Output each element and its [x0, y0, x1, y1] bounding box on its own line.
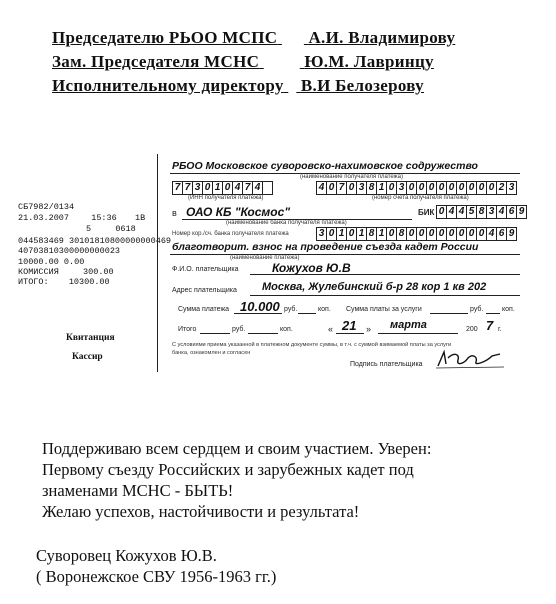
date-year: 7 [486, 318, 494, 333]
addressee-role: Председателю РЬОО МСПС [52, 28, 278, 47]
bik-grid [436, 205, 527, 219]
addressee-deputy [52, 52, 434, 72]
corr-digit: 4 [487, 228, 497, 240]
inn-digit: 4 [253, 182, 263, 194]
account-digit: 3 [357, 182, 367, 194]
account-digit: 1 [377, 182, 387, 194]
corr-digit: 0 [427, 228, 437, 240]
addressee-name: В.И Белозерову [300, 76, 424, 95]
account-digit: 0 [407, 182, 417, 194]
date-month: марта [390, 319, 427, 331]
receipt-commission-row [18, 267, 114, 278]
bank-prefix: в [172, 208, 177, 218]
account-digit: 0 [437, 182, 447, 194]
consent-line1: С условиями приема указанной в платежном документе суммы, в т.ч. с суммой взимаемой платы за услуги [172, 342, 452, 348]
address-value: Москва, Жулебинский б-р 28 кор 1 кв 202 [262, 281, 487, 293]
recipient-value: РБОО Московское суворовско-нахимовское содружество [172, 160, 478, 172]
corr-grid [316, 227, 517, 241]
recipient-caption: (наименование получателя платежа) [300, 174, 404, 180]
addressee-role: Исполнительному директору [52, 76, 284, 95]
total-underline [200, 333, 230, 334]
message-line3: знаменами МСНС - БЫТЬ! [42, 481, 234, 500]
account-digit: 2 [497, 182, 507, 194]
fee-rub: руб. [470, 306, 484, 313]
corr-digit: 1 [377, 228, 387, 240]
signature-label: Подпись плательщика [350, 361, 423, 368]
purpose-caption: (наименование платежа) [230, 255, 300, 261]
date-quote-open: « [328, 324, 334, 334]
kassir-label: Кассир [72, 352, 103, 362]
bik-digit: 9 [518, 206, 525, 217]
account-grid [316, 181, 517, 195]
corr-label: Номер кор./сч. банка получателя платежа [172, 231, 289, 237]
account-caption: (номер счета получателя платежа) [372, 195, 469, 201]
corr-digit: 0 [467, 228, 477, 240]
bank-caption: (наименование банка получателя платежа) [226, 220, 347, 226]
corr-digit: 0 [347, 228, 357, 240]
receipt-commission-label: КОМИССИЯ [18, 267, 59, 277]
account-digit: 3 [508, 182, 515, 193]
date-quote-close: » [366, 324, 372, 334]
account-digit: 0 [477, 182, 487, 194]
purpose-underline [170, 254, 520, 255]
total-label: Итого [178, 326, 197, 333]
consent-line2: банка, ознакомлен и согласен [172, 350, 251, 356]
message-line1: Поддерживаю всем сердцем и своим участием. Уверен: [42, 439, 432, 458]
fee-label: Сумма платы за услуги [346, 306, 422, 313]
bik-label: БИК [418, 208, 435, 217]
inn-digit: 7 [173, 182, 183, 194]
message-line4: Желаю успехов, настойчивости и результата! [42, 502, 360, 521]
inn-digit: 0 [203, 182, 213, 194]
inn-digit: 0 [223, 182, 233, 194]
account-digit: 7 [337, 182, 347, 194]
sum-kop-underline [298, 313, 316, 314]
bik-digit: 4 [497, 206, 507, 218]
account-digit: 0 [447, 182, 457, 194]
account-digit: 4 [317, 182, 327, 194]
corr-digit: 6 [497, 228, 507, 240]
total-kop: коп. [280, 326, 293, 333]
fee-kop: коп. [502, 306, 515, 313]
receipt-time: 15:36 [91, 213, 117, 223]
receipt-code: СБ7982/0134 [18, 202, 75, 212]
receipt-accounts-1: 044583469 30101810800000000469 [18, 236, 172, 246]
bik-digit: 5 [467, 206, 477, 218]
corr-digit: 0 [457, 228, 467, 240]
fio-underline [250, 274, 520, 275]
receipt-datetime-row [18, 213, 145, 224]
inn-grid [172, 181, 273, 195]
bik-digit: 8 [477, 206, 487, 218]
account-digit: 0 [387, 182, 397, 194]
addressee-chairman [52, 28, 455, 48]
bik-digit: 4 [457, 206, 467, 218]
account-digit: 3 [397, 182, 407, 194]
account-digit: 0 [347, 182, 357, 194]
inn-caption: (ИНН получателя платежа) [188, 195, 264, 201]
receipt-total-label: ИТОГО: [18, 277, 49, 287]
account-digit: 0 [427, 182, 437, 194]
addressee-name: Ю.М. Лавринцу [304, 52, 434, 71]
corr-digit: 3 [317, 228, 327, 240]
receipt-accounts-2: 40703810300000000023 [18, 246, 121, 256]
kvitanciya-label: Квитанция [66, 333, 115, 343]
corr-digit: 0 [477, 228, 487, 240]
addressee-role: Зам. Председателя МСНС [52, 52, 260, 71]
fio-label: Ф.И.О. плательщика [172, 266, 239, 273]
date-day-underline [336, 333, 364, 334]
receipt-n1: 1B [134, 213, 146, 223]
receipt-n3: 0618 [115, 224, 136, 234]
corr-digit: 1 [357, 228, 367, 240]
account-digit: 0 [467, 182, 477, 194]
address-label: Адрес плательщика [172, 287, 237, 294]
fio-value: Кожухов Ю.В [272, 261, 351, 275]
addressee-name: А.И. Владимирову [308, 28, 456, 47]
total-rub: руб. [232, 326, 246, 333]
corr-digit: 0 [437, 228, 447, 240]
date-day: 21 [342, 318, 357, 333]
corr-digit: 1 [337, 228, 347, 240]
date-month-underline [378, 333, 458, 334]
addressee-director [52, 76, 424, 96]
sum-underline [234, 313, 282, 314]
sum-kop: коп. [318, 306, 331, 313]
bik-digit: 0 [437, 206, 447, 218]
account-digit: 0 [417, 182, 427, 194]
receipt-total-value: 10300.00 [68, 277, 110, 287]
corr-digit: 8 [397, 228, 407, 240]
receipt-commission-value: 300.00 [83, 267, 114, 277]
date-year-prefix: 200 [466, 326, 478, 333]
receipt-num-row [86, 224, 136, 235]
date-year-suffix: г. [498, 326, 502, 333]
message-line2: Первому съезду Российских и зарубежных кадет под [42, 460, 414, 479]
corr-digit: 0 [417, 228, 427, 240]
corr-digit: 0 [387, 228, 397, 240]
receipt-n2: 5 [86, 224, 92, 234]
inn-digit: 7 [183, 182, 193, 194]
corr-digit: 0 [327, 228, 337, 240]
payer-signature [434, 348, 506, 370]
sum-rub: руб. [284, 306, 298, 313]
inn-digit: 1 [213, 182, 223, 194]
account-digit: 0 [487, 182, 497, 194]
account-digit: 0 [327, 182, 337, 194]
bank-name: ОАО КБ "Космос" [186, 205, 291, 219]
bik-digit: 4 [447, 206, 457, 218]
receipt-total-row [18, 277, 110, 288]
receipt-date: 21.03.2007 [18, 213, 70, 223]
corr-digit: 8 [367, 228, 377, 240]
inn-digit: 7 [243, 182, 253, 194]
purpose-value: благотворит. взнос на проведение съезда кадет России [172, 241, 479, 253]
inn-digit: 3 [193, 182, 203, 194]
total-kop-underline [248, 333, 278, 334]
sum-label: Сумма платежа [178, 306, 230, 313]
author-name: Суворовец Кожухов Ю.В. [36, 546, 217, 565]
fee-underline [430, 313, 468, 314]
account-digit: 8 [367, 182, 377, 194]
bik-digit: 6 [507, 206, 517, 218]
inn-digit: 4 [233, 182, 243, 194]
sum-value: 10.000 [240, 299, 280, 314]
fee-kop-underline [486, 313, 500, 314]
corr-digit: 0 [407, 228, 417, 240]
corr-digit: 0 [447, 228, 457, 240]
account-digit: 0 [457, 182, 467, 194]
form-divider [157, 154, 158, 372]
receipt-sum-line: 10000.00 0.00 [18, 257, 85, 267]
corr-digit: 9 [508, 228, 515, 239]
address-underline [250, 295, 520, 296]
author-school: ( Воронежское СВУ 1956-1963 гг.) [36, 567, 277, 586]
bik-digit: 3 [487, 206, 497, 218]
